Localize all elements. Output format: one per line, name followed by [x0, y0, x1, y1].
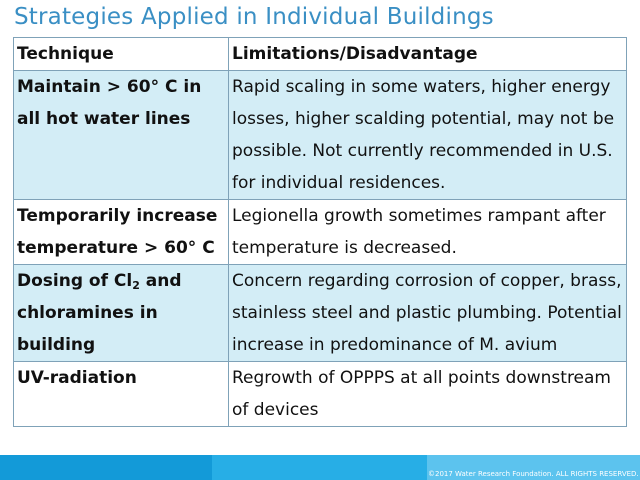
- subscript-2: 2: [132, 279, 140, 292]
- table-row: [14, 200, 627, 265]
- limitation-cell: Regrowth of OPPPS at all points downstream of devices: [229, 362, 627, 427]
- footer-segment: [0, 455, 212, 480]
- technique-cell: UV-radiation: [14, 362, 229, 427]
- technique-text-cont: and chloramines in building: [17, 271, 182, 355]
- technique-cell: Maintain > 60° C in all hot water lines: [14, 71, 229, 200]
- copyright-text: ©2017 Water Research Foundation. ALL RIGHTS RESERVED.: [428, 470, 639, 478]
- limitation-cell: Legionella growth sometimes rampant after temperature is decreased.: [229, 200, 627, 265]
- strategies-table: [13, 37, 627, 427]
- table-row: [14, 71, 627, 200]
- table-row: [14, 362, 627, 427]
- technique-text: Dosing of Cl: [17, 271, 133, 291]
- table-header-row: [14, 38, 627, 71]
- footer-segment: [212, 455, 427, 480]
- header-limitations: Limitations/Disadvantage: [229, 38, 627, 71]
- header-technique: Technique: [14, 38, 229, 71]
- slide-title: Strategies Applied in Individual Buildings: [14, 4, 494, 30]
- limitation-cell: Rapid scaling in some waters, higher energy losses, higher scalding potential, may not be possible. Not currently recommended in U.S. for individual residences.: [229, 71, 627, 200]
- limitation-cell: Concern regarding corrosion of copper, brass, stainless steel and plastic plumbing. Potential increase in predominance of M. avium: [229, 265, 627, 362]
- technique-cell: [14, 265, 229, 362]
- table-row: [14, 265, 627, 362]
- technique-cell: Temporarily increase temperature > 60° C: [14, 200, 229, 265]
